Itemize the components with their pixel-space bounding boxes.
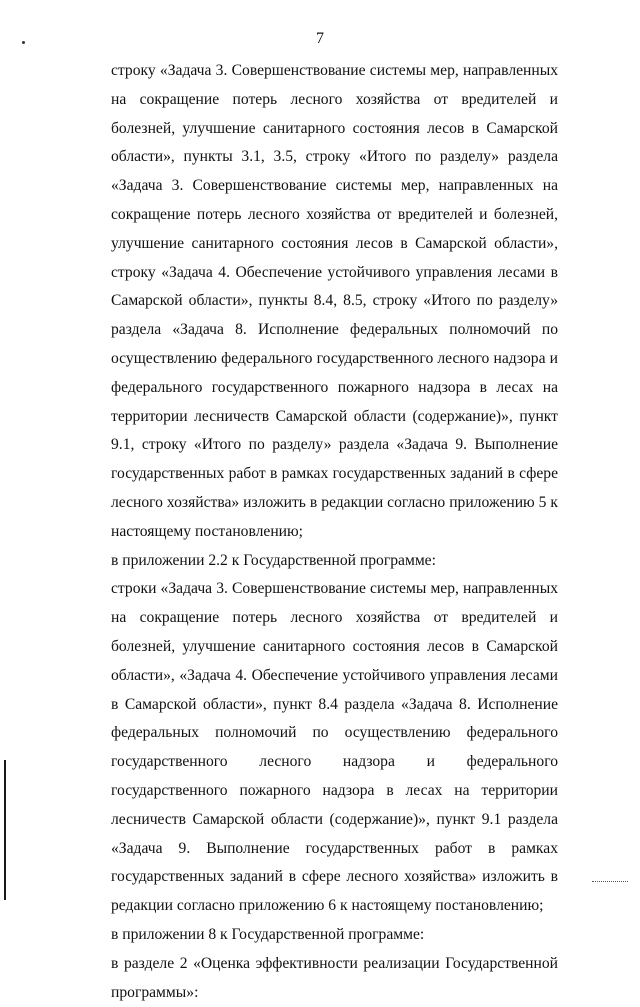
scan-edge-line: [4, 760, 6, 900]
paragraph-2: в приложении 2.2 к Государственной программе:: [111, 551, 436, 569]
paragraph-4: в приложении 8 к Государственной программе:: [111, 925, 425, 943]
page-number: 7: [316, 30, 324, 47]
paragraph-5: в разделе 2 «Оценка эффективности реализации Государственной программы»:: [111, 954, 558, 1001]
document-body: [111, 57, 558, 1007]
paragraph-3: строки «Задача 3. Совершенствование системы мер, направленных на сокращение потерь лесного хозяйства от вредителей и болезней, улучшение санитарного состояния лесов в Самарской области», «Задача 4. Обеспечение устойчивого управления лесами в Самарской области», пункт 8.4 раздела «Задача 8. Исполнение федеральных полномочий по осуществлению федерального государственного лесного надзора и федерального государственного пожарного надзора в лесах на территории лесничеств Самарской области (содержание)», пункт 9.1 раздела «Задача 9. Выполнение государственных работ в рамках государственных заданий в сфере лесного хозяйства» изложить в редакции согласно приложению 6 к настоящему постановлению;: [111, 580, 558, 915]
paragraph-1: строку «Задача 3. Совершенствование системы мер, направленных на сокращение потерь лесного хозяйства от вредителей и болезней, улучшение санитарного состояния лесов в Самарской области», пункты 3.1, 3.5, строку «Итого по разделу» раздела «Задача 3. Совершенствование системы мер, направленных на сокращение потерь лесного хозяйства от вредителей и болезней, улучшение санитарного состояния лесов в Самарской области», строку «Задача 4. Обеспечение устойчивого управления лесами в Самарской области», пункты 8.4, 8.5, строку «Итого по разделу» раздела «Задача 8. Исполнение федеральных полномочий по осуществлению федерального государственного лесного надзора и федерального государственного пожарного надзора в лесах на территории лесничеств Самарской области (содержание)», пункт 9.1, строку «Итого по разделу» раздела «Задача 9. Выполнение государственных работ в рамках государственных заданий в сфере лесного хозяйства» изложить в редакции согласно приложению 5 к настоящему постановлению;: [111, 62, 558, 540]
scan-artifact-dash: [592, 881, 628, 883]
